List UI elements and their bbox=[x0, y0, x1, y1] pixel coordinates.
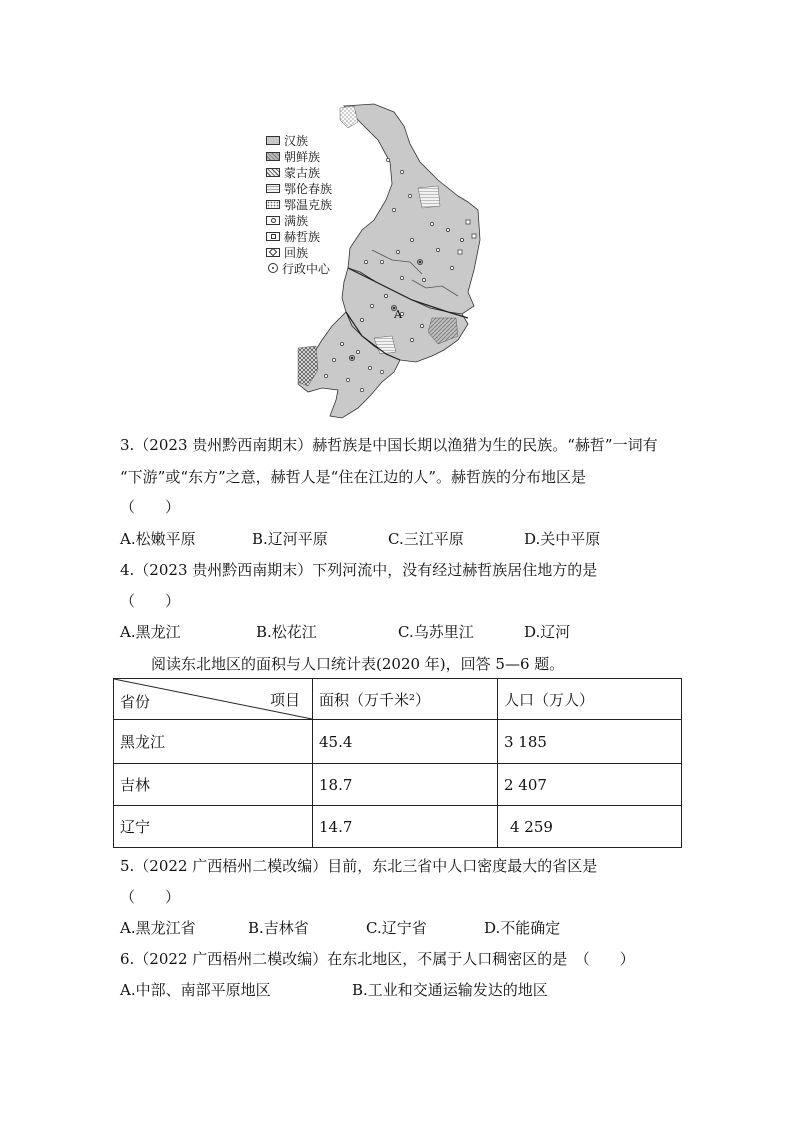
map-point-label: A bbox=[394, 308, 402, 321]
q3-option-d[interactable]: D.关中平原 bbox=[524, 530, 601, 548]
legend-swatch-ewenke bbox=[266, 200, 280, 209]
legend-label: 朝鲜族 bbox=[284, 149, 321, 164]
cell-province: 吉林 bbox=[114, 764, 313, 806]
q3-option-a[interactable]: A.松嫩平原 bbox=[120, 530, 196, 548]
admin-center-icon bbox=[268, 263, 278, 273]
legend-item-menggu bbox=[266, 164, 320, 180]
legend-item-ewenke bbox=[266, 196, 332, 212]
legend-label: 鄂伦春族 bbox=[284, 181, 333, 196]
area-population-table bbox=[113, 678, 682, 848]
legend-label: 赫哲族 bbox=[284, 229, 321, 244]
legend-swatch-man bbox=[266, 216, 280, 225]
q6-line1: 6.（2022 广西梧州二模改编）在东北地区，不属于人口稠密区的是 （ ） bbox=[120, 950, 635, 968]
q4-option-b[interactable]: B.松花江 bbox=[256, 623, 317, 641]
table-row bbox=[114, 720, 682, 764]
q5-option-b[interactable]: B.吉林省 bbox=[248, 919, 309, 937]
legend-item-han bbox=[266, 132, 308, 148]
q4-option-c[interactable]: C.乌苏里江 bbox=[398, 623, 474, 641]
table-intro: 阅读东北地区的面积与人口统计表(2020 年)，回答 5—6 题。 bbox=[151, 655, 565, 673]
legend-swatch-elunchun bbox=[266, 184, 280, 193]
q5-option-a[interactable]: A.黑龙江省 bbox=[120, 919, 196, 937]
legend-label: 蒙古族 bbox=[284, 165, 321, 180]
legend-item-elunchun bbox=[266, 180, 332, 196]
cell-area: 45.4 bbox=[313, 720, 498, 764]
header-area: 面积（万千米²） bbox=[313, 679, 498, 720]
legend-swatch-menggu bbox=[266, 168, 280, 177]
cell-population: 3 185 bbox=[498, 720, 682, 764]
q3-line2: “下游”或“东方”之意，赫哲人是“住在江边的人”。赫哲族的分布地区是 bbox=[120, 468, 587, 486]
q5-blank: （ ） bbox=[120, 888, 181, 906]
q5-option-c[interactable]: C.辽宁省 bbox=[366, 919, 427, 937]
legend-label: 鄂温克族 bbox=[284, 197, 333, 212]
table-row bbox=[114, 764, 682, 806]
q4-option-d[interactable]: D.辽河 bbox=[524, 623, 571, 641]
legend-item-man bbox=[266, 212, 308, 228]
table-header-row bbox=[114, 679, 682, 720]
q4-blank: （ ） bbox=[120, 592, 181, 610]
corner-col-label: 项目 bbox=[269, 691, 300, 709]
legend-swatch-han bbox=[266, 136, 280, 145]
q5-option-d[interactable]: D.不能确定 bbox=[484, 919, 561, 937]
cell-province: 辽宁 bbox=[114, 806, 313, 848]
cell-area: 14.7 bbox=[313, 806, 498, 848]
q3-line1: 3.（2023 贵州黔西南期末）赫哲族是中国长期以渔猎为生的民族。“赫哲”一词有 bbox=[120, 436, 658, 454]
q6-option-a[interactable]: A.中部、南部平原地区 bbox=[120, 981, 271, 999]
cell-population: 4 259 bbox=[498, 806, 682, 848]
legend-swatch-hui bbox=[266, 248, 280, 257]
q6-option-b[interactable]: B.工业和交通运输发达的地区 bbox=[352, 981, 548, 999]
q5-line1: 5.（2022 广西梧州二模改编）目前，东北三省中人口密度最大的省区是 bbox=[120, 857, 598, 875]
q4-option-a[interactable]: A.黑龙江 bbox=[120, 623, 181, 641]
legend-label: 行政中心 bbox=[282, 261, 331, 276]
header-population: 人口（万人） bbox=[498, 679, 682, 720]
legend-swatch-chaoxian bbox=[266, 152, 280, 161]
table-corner-cell bbox=[114, 679, 313, 720]
legend-item-center bbox=[266, 260, 330, 276]
legend-item-chaoxian bbox=[266, 148, 320, 164]
q3-option-c[interactable]: C.三江平原 bbox=[388, 530, 464, 548]
corner-row-label: 省份 bbox=[120, 693, 151, 711]
q3-option-b[interactable]: B.辽河平原 bbox=[252, 530, 328, 548]
legend-label: 满族 bbox=[284, 213, 309, 228]
cell-province: 黑龙江 bbox=[114, 720, 313, 764]
legend-label: 回族 bbox=[284, 245, 309, 260]
cell-population: 2 407 bbox=[498, 764, 682, 806]
legend-item-hui bbox=[266, 244, 308, 260]
q4-line1: 4.（2023 贵州黔西南期末）下列河流中，没有经过赫哲族居住地方的是 bbox=[120, 561, 598, 579]
q3-blank: （ ） bbox=[120, 498, 181, 516]
table-row bbox=[114, 806, 682, 848]
legend-item-hezhe bbox=[266, 228, 320, 244]
legend-swatch-hezhe bbox=[266, 232, 280, 241]
legend-label: 汉族 bbox=[284, 133, 309, 148]
cell-area: 18.7 bbox=[313, 764, 498, 806]
elunchun-area bbox=[418, 186, 440, 208]
